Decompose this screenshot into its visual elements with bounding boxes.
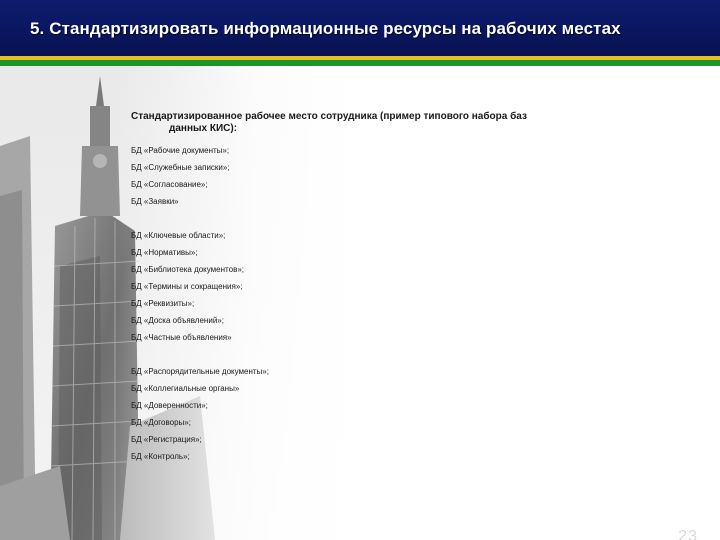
list-item: БД «Договоры»; — [131, 418, 191, 427]
list-item: БД «Рабочие документы»; — [131, 146, 230, 155]
list-item: БД «Согласование»; — [131, 180, 208, 189]
content-heading — [131, 111, 631, 135]
slide-title: 5. Стандартизировать информационные ресурсы на рабочих местах — [30, 19, 621, 38]
list-item: БД «Служебные записки»; — [131, 163, 230, 172]
list-spacer — [131, 210, 631, 227]
content-heading-line1: Стандартизированное рабочее место сотрудника (пример типового набора баз — [131, 111, 527, 122]
list-item: БД «Термины и сокращения»; — [131, 282, 243, 291]
list-item: БД «Частные объявления» — [131, 333, 232, 342]
list-item: БД «Нормативы»; — [131, 248, 198, 257]
list-item: БД «Распорядительные документы»; — [131, 367, 269, 376]
list-item: БД «Доска объявлений»; — [131, 316, 224, 325]
content-heading-line2: данных КИС): — [169, 123, 238, 134]
list-item: БД «Библиотека документов»; — [131, 265, 244, 274]
list-item: БД «Заявки» — [131, 197, 179, 206]
database-list — [131, 142, 631, 465]
title-bar — [0, 0, 720, 56]
page-number: 23 — [678, 528, 698, 540]
list-item: БД «Ключевые области»; — [131, 231, 226, 240]
list-item: БД «Коллегиальные органы» — [131, 384, 240, 393]
content-block — [131, 111, 631, 465]
list-spacer — [131, 346, 631, 363]
list-item: БД «Регистрация»; — [131, 435, 202, 444]
list-item: БД «Контроль»; — [131, 452, 190, 461]
list-item: БД «Реквизиты»; — [131, 299, 195, 308]
list-item: БД «Доверенности»; — [131, 401, 208, 410]
